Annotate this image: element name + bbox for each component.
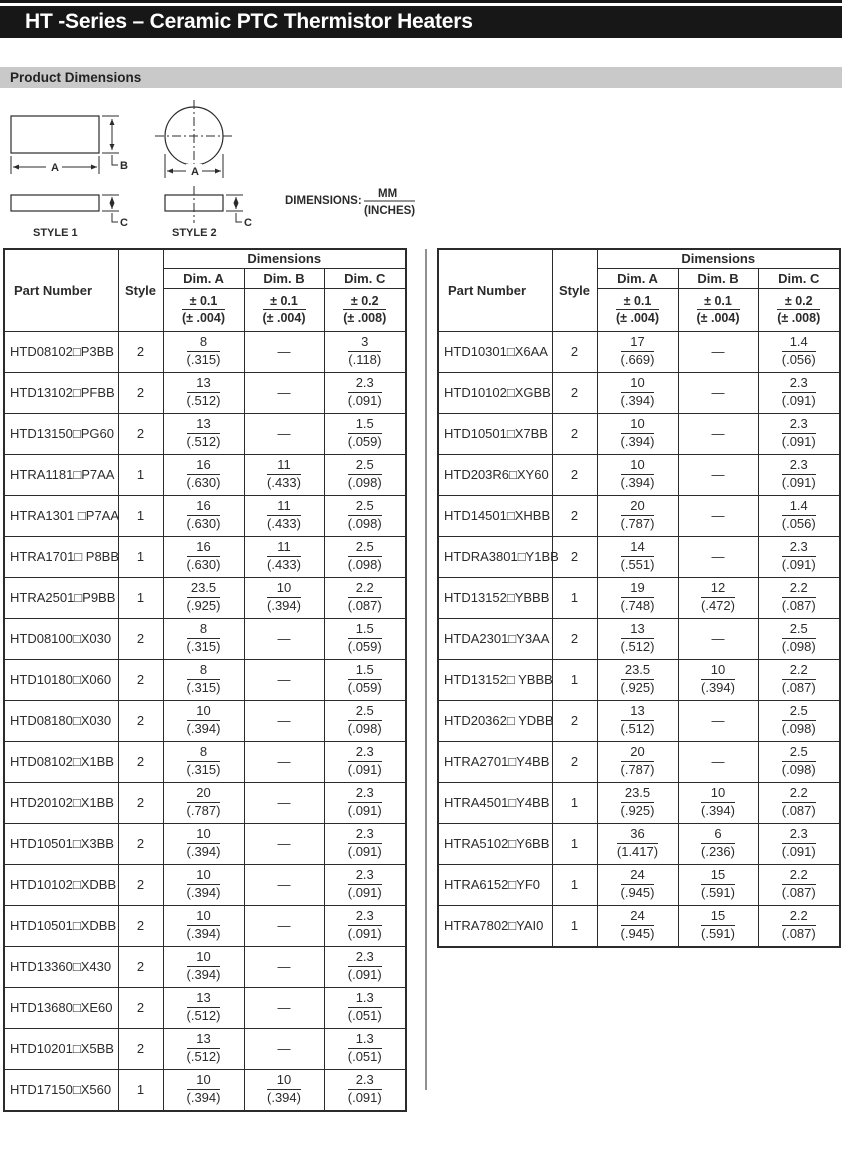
dim-a-cell: $\frac{20}{(.787)}$ (597, 741, 678, 782)
dim-b-header: Dim. B (244, 268, 324, 288)
units-mm: MM (378, 188, 398, 200)
dim-a-cell: $\frac{10}{(.394)}$ (163, 1069, 244, 1111)
style-cell: 1 (118, 577, 163, 618)
dim-c-cell: $\frac{2.5}{(.098)}$ (758, 741, 840, 782)
dim-c-label: C (120, 217, 128, 229)
dim-c-cell: $\frac{2.5}{(.098)}$ (324, 700, 406, 741)
dim-c-cell: $\frac{2.3}{(.091)}$ (324, 823, 406, 864)
left-dimensions-table (3, 248, 407, 1112)
part-number-cell: HTD20102□X1BB (4, 782, 118, 823)
part-number-cell: HTD13152□YBBB (438, 577, 552, 618)
table-row (438, 372, 840, 413)
dim-c-cell: $\frac{2.2}{(.087)}$ (324, 577, 406, 618)
style2-top-view (155, 100, 233, 180)
style-cell: 2 (118, 1028, 163, 1069)
dim-c-cell: $\frac{2.5}{(.098)}$ (324, 536, 406, 577)
dim-a-cell: $\frac{16}{(.630)}$ (163, 536, 244, 577)
dim-a-cell: $\frac{13}{(.512)}$ (163, 987, 244, 1028)
style-cell: 2 (552, 372, 597, 413)
dim-a-cell: $\frac{8}{(.315)}$ (163, 741, 244, 782)
style-cell: 2 (118, 823, 163, 864)
style-cell: 2 (118, 987, 163, 1028)
dim-c-cell: $\frac{2.3}{(.091)}$ (758, 823, 840, 864)
dim-b-cell: — (244, 987, 324, 1028)
tol-c-header: $\frac{\pm 0.2}{(\pm .008)}$ (758, 288, 840, 331)
dim-b-cell: — (244, 372, 324, 413)
table-row (4, 659, 406, 700)
dim-b-cell: $\frac{11}{(.433)}$ (244, 495, 324, 536)
part-number-cell: HTRA7802□YAI0 (438, 905, 552, 947)
dim-c-cell: $\frac{2.2}{(.087)}$ (758, 864, 840, 905)
dim-a-cell: $\frac{13}{(.512)}$ (597, 618, 678, 659)
part-number-cell: HTD08100□X030 (4, 618, 118, 659)
dim-a-cell: $\frac{10}{(.394)}$ (163, 864, 244, 905)
dim-b-cell: $\frac{10}{(.394)}$ (244, 577, 324, 618)
part-number-cell: HTRA5102□Y6BB (438, 823, 552, 864)
dim-a-cell: $\frac{13}{(.512)}$ (163, 372, 244, 413)
table-row (438, 782, 840, 823)
dim-b-cell: — (244, 618, 324, 659)
dim-c-cell: $\frac{1.4}{(.056)}$ (758, 331, 840, 372)
dim-a-cell: $\frac{13}{(.512)}$ (163, 413, 244, 454)
table-row (4, 372, 406, 413)
table-row (438, 659, 840, 700)
dim-b-cell: $\frac{10}{(.394)}$ (678, 659, 758, 700)
table-row (4, 536, 406, 577)
dim-c-cell: $\frac{2.3}{(.091)}$ (324, 741, 406, 782)
dim-c-cell: $\frac{2.3}{(.091)}$ (324, 372, 406, 413)
part-number-cell: HTD10201□X5BB (4, 1028, 118, 1069)
dim-a-cell: $\frac{8}{(.315)}$ (163, 618, 244, 659)
style-cell: 2 (118, 905, 163, 946)
table-row (4, 1069, 406, 1111)
table-row (438, 495, 840, 536)
dim-b-cell: $\frac{6}{(.236)}$ (678, 823, 758, 864)
tol-a-header: $\frac{\pm 0.1}{(\pm .004)}$ (163, 288, 244, 331)
style-cell: 1 (552, 823, 597, 864)
dim-a-cell: $\frac{19}{(.748)}$ (597, 577, 678, 618)
table-divider (425, 249, 427, 1090)
table-row (4, 823, 406, 864)
dim-b-cell: $\frac{11}{(.433)}$ (244, 454, 324, 495)
part-number-cell: HTD10102□XGBB (438, 372, 552, 413)
dim-c-cell: $\frac{1.5}{(.059)}$ (324, 618, 406, 659)
dim-b-cell: — (678, 495, 758, 536)
style-header: Style (118, 249, 163, 331)
dim-b-cell: — (244, 864, 324, 905)
dim-c-cell: $\frac{2.5}{(.098)}$ (758, 618, 840, 659)
table-row (4, 577, 406, 618)
dim-b-cell: — (244, 413, 324, 454)
style-cell: 1 (552, 864, 597, 905)
table-row (4, 495, 406, 536)
dimensions-header: Dimensions (597, 249, 840, 268)
part-number-cell: HTD13102□PFBB (4, 372, 118, 413)
part-number-cell: HTD10501□XDBB (4, 905, 118, 946)
dim-a-cell: $\frac{8}{(.315)}$ (163, 331, 244, 372)
dim-b-cell: — (678, 413, 758, 454)
table-row (438, 700, 840, 741)
style-cell: 1 (552, 577, 597, 618)
table-row (4, 782, 406, 823)
part-number-cell: HTD10180□X060 (4, 659, 118, 700)
title-bar (0, 6, 842, 38)
part-number-cell: HTD10301□X6AA (438, 331, 552, 372)
dim-a-cell: $\frac{23.5}{(.925)}$ (163, 577, 244, 618)
dim-c-cell: $\frac{1.5}{(.059)}$ (324, 413, 406, 454)
part-number-cell: HTD08180□X030 (4, 700, 118, 741)
dim-a-cell: $\frac{14}{(.551)}$ (597, 536, 678, 577)
dim-a-header: Dim. A (597, 268, 678, 288)
dimensions-label: DIMENSIONS: (285, 195, 362, 207)
dim-a-label: A (191, 166, 199, 178)
dim-b-cell: — (244, 700, 324, 741)
part-number-cell: HTD13150□PG60 (4, 413, 118, 454)
part-number-cell: HTD10102□XDBB (4, 864, 118, 905)
part-number-cell: HTRA4501□Y4BB (438, 782, 552, 823)
tol-a-header: $\frac{\pm 0.1}{(\pm .004)}$ (597, 288, 678, 331)
dim-c-cell: $\frac{2.3}{(.091)}$ (324, 946, 406, 987)
part-number-cell: HTD10501□X3BB (4, 823, 118, 864)
dim-c-cell: $\frac{2.5}{(.098)}$ (324, 454, 406, 495)
dim-c-cell: $\frac{2.2}{(.087)}$ (758, 659, 840, 700)
dim-a-label: A (51, 162, 59, 174)
style1-top-view (11, 116, 128, 174)
dim-a-cell: $\frac{10}{(.394)}$ (597, 454, 678, 495)
style2-side-view (165, 186, 252, 229)
table-row (4, 331, 406, 372)
table-row (4, 454, 406, 495)
table-row (4, 987, 406, 1028)
dim-c-cell: $\frac{2.3}{(.091)}$ (758, 372, 840, 413)
part-number-cell: HTDRA3801□Y1BB (438, 536, 552, 577)
part-number-cell: HTD17150□X560 (4, 1069, 118, 1111)
table-row (4, 618, 406, 659)
style-cell: 2 (552, 700, 597, 741)
table-row (438, 618, 840, 659)
style-cell: 2 (118, 700, 163, 741)
dim-b-cell: — (678, 536, 758, 577)
dim-b-cell: — (244, 659, 324, 700)
dim-c-cell: $\frac{2.3}{(.091)}$ (324, 1069, 406, 1111)
table-row (438, 577, 840, 618)
table-row (4, 905, 406, 946)
dim-b-cell: — (678, 618, 758, 659)
style-cell: 1 (552, 659, 597, 700)
style-cell: 2 (118, 331, 163, 372)
dim-a-cell: $\frac{13}{(.512)}$ (163, 1028, 244, 1069)
style-cell: 2 (118, 659, 163, 700)
dim-a-cell: $\frac{16}{(.630)}$ (163, 495, 244, 536)
style-header: Style (552, 249, 597, 331)
part-number-cell: HTD14501□XHBB (438, 495, 552, 536)
dim-b-cell: — (678, 372, 758, 413)
style-cell: 2 (552, 495, 597, 536)
dim-c-header: Dim. C (324, 268, 406, 288)
dim-b-label: B (120, 160, 128, 172)
dimension-diagram (2, 98, 422, 240)
dim-c-cell: $\frac{2.5}{(.098)}$ (324, 495, 406, 536)
dim-b-cell: $\frac{10}{(.394)}$ (678, 782, 758, 823)
dim-c-cell: $\frac{2.2}{(.087)}$ (758, 905, 840, 947)
dim-a-cell: $\frac{23.5}{(.925)}$ (597, 782, 678, 823)
style-cell: 2 (118, 372, 163, 413)
part-number-cell: HTDA2301□Y3AA (438, 618, 552, 659)
header-row (4, 249, 406, 268)
dim-c-label: C (244, 217, 252, 229)
part-number-header: Part Number (438, 249, 552, 331)
table-row (4, 413, 406, 454)
dim-a-cell: $\frac{17}{(.669)}$ (597, 331, 678, 372)
table-row (4, 741, 406, 782)
table-row (438, 331, 840, 372)
style-cell: 2 (118, 864, 163, 905)
dim-a-cell: $\frac{10}{(.394)}$ (163, 823, 244, 864)
dim-a-header: Dim. A (163, 268, 244, 288)
dim-a-cell: $\frac{10}{(.394)}$ (597, 413, 678, 454)
page-title: HT -Series – Ceramic PTC Thermistor Heaters (25, 10, 473, 33)
table-row (438, 823, 840, 864)
dim-b-cell: — (678, 454, 758, 495)
dim-b-cell: — (244, 905, 324, 946)
dim-c-cell: $\frac{1.3}{(.051)}$ (324, 1028, 406, 1069)
style1-caption: STYLE 1 (33, 227, 78, 239)
style-cell: 2 (552, 536, 597, 577)
table-row (438, 864, 840, 905)
dim-b-cell: $\frac{15}{(.591)}$ (678, 864, 758, 905)
dim-c-cell: $\frac{3}{(.118)}$ (324, 331, 406, 372)
part-number-cell: HTD13152□ YBBB (438, 659, 552, 700)
part-number-cell: HTD20362□ YDBB (438, 700, 552, 741)
part-number-cell: HTD13360□X430 (4, 946, 118, 987)
style-cell: 2 (118, 741, 163, 782)
dim-b-cell: $\frac{11}{(.433)}$ (244, 536, 324, 577)
dim-c-cell: $\frac{2.3}{(.091)}$ (324, 905, 406, 946)
part-number-cell: HTRA2501□P9BB (4, 577, 118, 618)
dimensions-header: Dimensions (163, 249, 406, 268)
tol-b-header: $\frac{\pm 0.1}{(\pm .004)}$ (678, 288, 758, 331)
dim-c-cell: $\frac{2.2}{(.087)}$ (758, 782, 840, 823)
dim-b-cell: — (244, 1028, 324, 1069)
section-bar (0, 67, 842, 88)
table-row (438, 454, 840, 495)
style-cell: 1 (118, 1069, 163, 1111)
table-row (438, 905, 840, 947)
dim-a-cell: $\frac{20}{(.787)}$ (597, 495, 678, 536)
part-number-cell: HTD13680□XE60 (4, 987, 118, 1028)
dim-c-cell: $\frac{1.4}{(.056)}$ (758, 495, 840, 536)
part-number-cell: HTRA1701□ P8BB (4, 536, 118, 577)
dim-b-cell: — (244, 782, 324, 823)
table-row (438, 741, 840, 782)
dim-c-cell: $\frac{2.3}{(.091)}$ (758, 536, 840, 577)
style-cell: 2 (552, 454, 597, 495)
style-cell: 1 (552, 782, 597, 823)
dim-b-cell: — (244, 741, 324, 782)
dim-c-cell: $\frac{2.2}{(.087)}$ (758, 577, 840, 618)
style-cell: 1 (552, 905, 597, 947)
table-row (4, 946, 406, 987)
right-dimensions-table (437, 248, 841, 948)
dim-a-cell: $\frac{20}{(.787)}$ (163, 782, 244, 823)
part-number-cell: HTRA1301 □P7AA (4, 495, 118, 536)
dim-a-cell: $\frac{24}{(.945)}$ (597, 864, 678, 905)
tol-b-header: $\frac{\pm 0.1}{(\pm .004)}$ (244, 288, 324, 331)
dim-b-cell: $\frac{10}{(.394)}$ (244, 1069, 324, 1111)
table-row (4, 700, 406, 741)
units-inches: (INCHES) (364, 205, 416, 217)
dim-b-cell: $\frac{12}{(.472)}$ (678, 577, 758, 618)
style-cell: 1 (118, 536, 163, 577)
table-row (438, 413, 840, 454)
top-rule (0, 0, 842, 3)
table-row (438, 536, 840, 577)
dim-a-cell: $\frac{8}{(.315)}$ (163, 659, 244, 700)
part-number-cell: HTRA1181□P7AA (4, 454, 118, 495)
tol-c-header: $\frac{\pm 0.2}{(\pm .008)}$ (324, 288, 406, 331)
style-cell: 2 (118, 413, 163, 454)
section-title: Product Dimensions (10, 70, 142, 85)
part-number-header: Part Number (4, 249, 118, 331)
style-cell: 2 (118, 782, 163, 823)
part-number-cell: HTD08102□X1BB (4, 741, 118, 782)
style-cell: 2 (552, 741, 597, 782)
style-cell: 1 (118, 454, 163, 495)
dim-c-cell: $\frac{2.3}{(.091)}$ (758, 413, 840, 454)
part-number-cell: HTD08102□P3BB (4, 331, 118, 372)
dimensions-units-label (285, 188, 415, 217)
dim-b-cell: — (678, 700, 758, 741)
dim-a-cell: $\frac{13}{(.512)}$ (597, 700, 678, 741)
dim-b-cell: — (244, 823, 324, 864)
part-number-cell: HTRA6152□YF0 (438, 864, 552, 905)
dim-c-cell: $\frac{2.3}{(.091)}$ (324, 864, 406, 905)
style1-side-view (11, 195, 128, 229)
dim-a-cell: $\frac{10}{(.394)}$ (163, 946, 244, 987)
dim-a-cell: $\frac{10}{(.394)}$ (597, 372, 678, 413)
table-row (4, 864, 406, 905)
header-row (438, 249, 840, 268)
dim-a-cell: $\frac{23.5}{(.925)}$ (597, 659, 678, 700)
style-cell: 2 (118, 618, 163, 659)
style-cell: 1 (118, 495, 163, 536)
dim-a-cell: $\frac{10}{(.394)}$ (163, 905, 244, 946)
style-cell: 2 (552, 618, 597, 659)
part-number-cell: HTRA2701□Y4BB (438, 741, 552, 782)
style-cell: 2 (552, 331, 597, 372)
style-cell: 2 (118, 946, 163, 987)
dim-a-cell: $\frac{10}{(.394)}$ (163, 700, 244, 741)
table-row (4, 1028, 406, 1069)
dim-a-cell: $\frac{24}{(.945)}$ (597, 905, 678, 947)
dim-c-cell: $\frac{2.3}{(.091)}$ (758, 454, 840, 495)
dim-b-cell: — (678, 741, 758, 782)
dim-c-cell: $\frac{1.3}{(.051)}$ (324, 987, 406, 1028)
part-number-cell: HTD10501□X7BB (438, 413, 552, 454)
dim-b-cell: — (244, 946, 324, 987)
dim-c-header: Dim. C (758, 268, 840, 288)
dim-b-cell: — (678, 331, 758, 372)
dim-b-cell: $\frac{15}{(.591)}$ (678, 905, 758, 947)
dim-c-cell: $\frac{1.5}{(.059)}$ (324, 659, 406, 700)
dim-b-cell: — (244, 331, 324, 372)
dim-c-cell: $\frac{2.5}{(.098)}$ (758, 700, 840, 741)
dim-c-cell: $\frac{2.3}{(.091)}$ (324, 782, 406, 823)
dim-a-cell: $\frac{16}{(.630)}$ (163, 454, 244, 495)
style2-caption: STYLE 2 (172, 227, 217, 239)
style-cell: 2 (552, 413, 597, 454)
part-number-cell: HTD203R6□XY60 (438, 454, 552, 495)
dim-a-cell: $\frac{36}{(1.417)}$ (597, 823, 678, 864)
dim-b-header: Dim. B (678, 268, 758, 288)
